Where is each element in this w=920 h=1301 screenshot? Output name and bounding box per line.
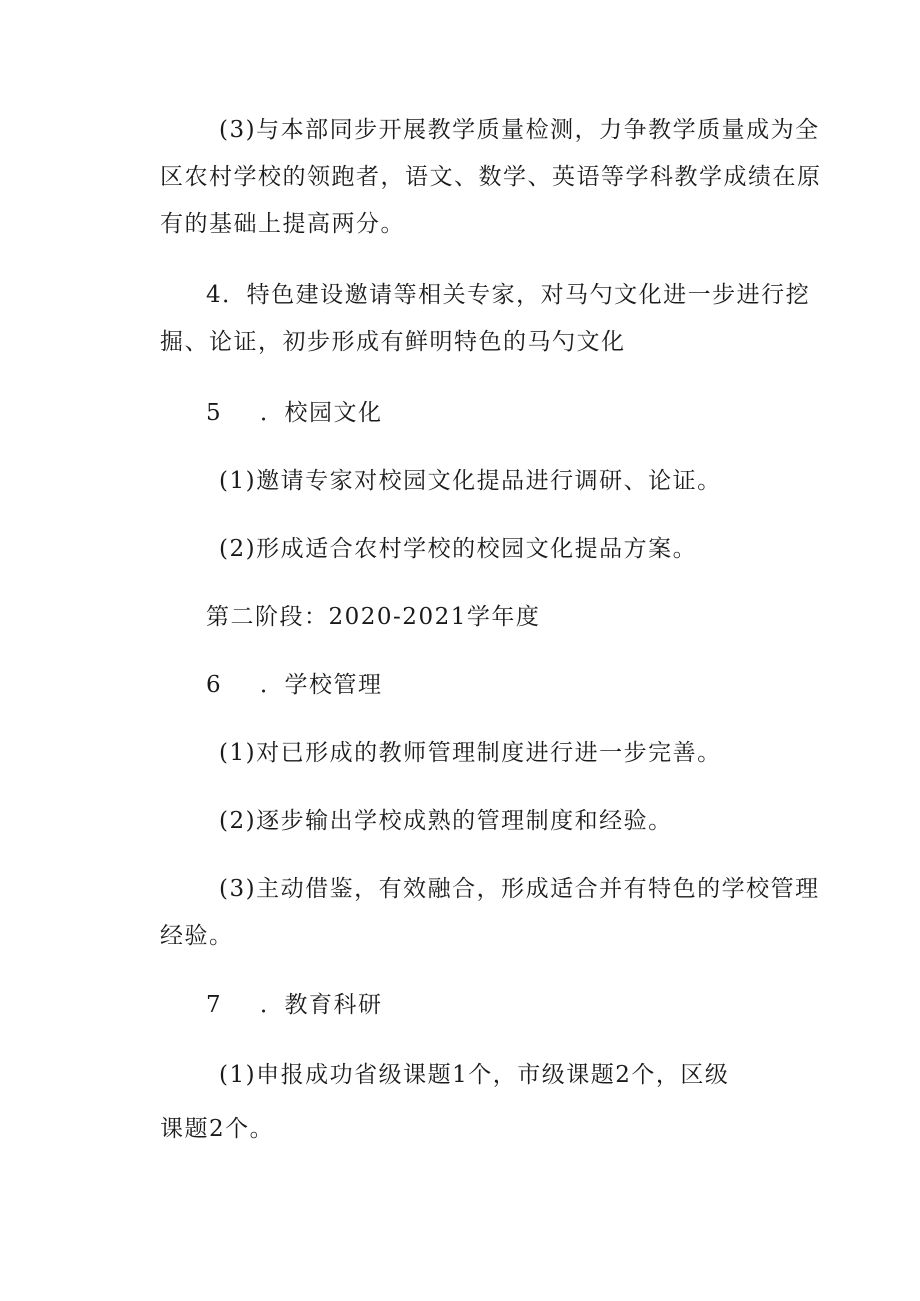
section-title: ．教育科研 bbox=[260, 992, 383, 1018]
paragraph-line: (3)主动借鉴，有效融合，形成适合并有特色的学校管理 bbox=[219, 876, 820, 902]
section-heading-7 bbox=[206, 990, 383, 1020]
list-item: (1)对已形成的教师管理制度进行进一步完善。 bbox=[219, 740, 722, 766]
section-heading-5 bbox=[206, 398, 383, 428]
list-item: (1)邀请专家对校园文化提品进行调研、论证。 bbox=[219, 468, 722, 494]
paragraph-line: (3)与本部同步开展教学质量检测，力争教学质量成为全 bbox=[219, 117, 820, 143]
paragraph-line: 区农村学校的领跑者，语文、数学、英语等学科教学成绩在原 bbox=[160, 164, 822, 190]
paragraph-line: 课题2个。 bbox=[160, 1116, 275, 1142]
section-number: 5 bbox=[206, 400, 223, 426]
paragraph-line: (1)申报成功省级课题1个，市级课题2个，区级 bbox=[219, 1062, 730, 1088]
section-title: ．校园文化 bbox=[260, 400, 383, 426]
paragraph-line: 经验。 bbox=[160, 923, 234, 949]
section-number: 7 bbox=[206, 992, 223, 1018]
list-item: (2)形成适合农村学校的校园文化提品方案。 bbox=[219, 536, 698, 562]
section-heading-6 bbox=[206, 670, 383, 700]
section-number: 6 bbox=[206, 672, 223, 698]
paragraph-line: 掘、论证，初步形成有鲜明特色的马勺文化 bbox=[160, 329, 626, 355]
stage-heading: 第二阶段：2020-2021学年度 bbox=[206, 604, 541, 630]
section-title: ．学校管理 bbox=[260, 672, 383, 698]
list-item: (2)逐步输出学校成熟的管理制度和经验。 bbox=[219, 808, 673, 834]
paragraph-line: 4．特色建设邀请等相关专家，对马勺文化进一步进行挖 bbox=[206, 282, 811, 308]
paragraph-line: 有的基础上提高两分。 bbox=[160, 211, 405, 237]
